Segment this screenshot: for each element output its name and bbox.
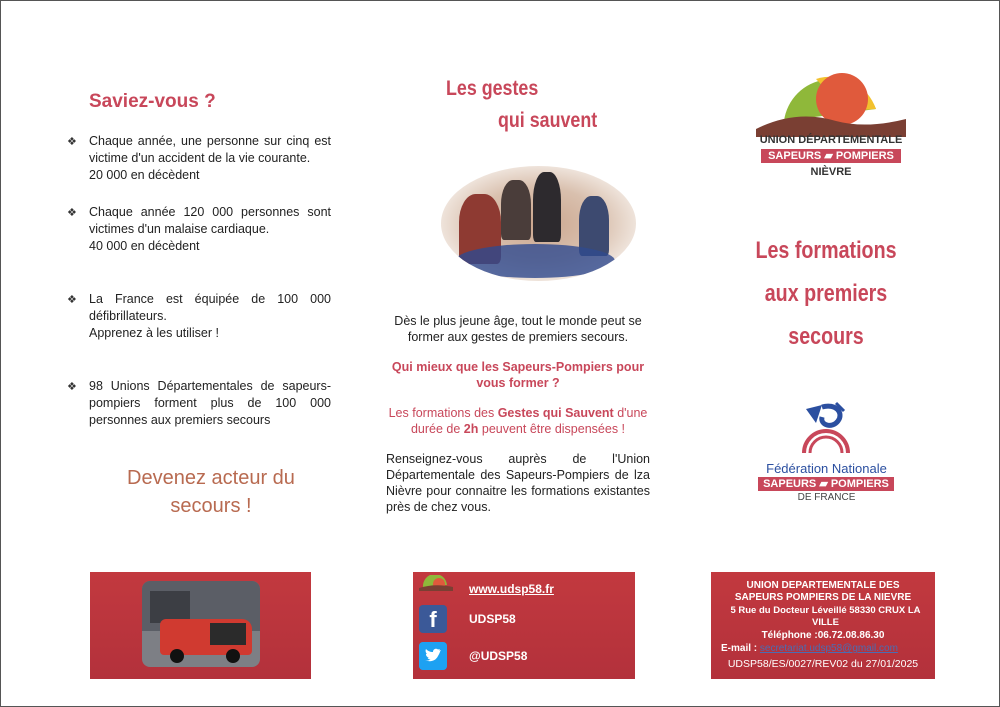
formations-line-2: aux premiers xyxy=(764,280,888,307)
bullet-icon: ❖ xyxy=(67,294,77,306)
duration-text xyxy=(386,405,650,437)
duration-post: peuvent être dispensées ! xyxy=(478,422,626,436)
org-address: 5 Rue du Docteur Léveillé 58330 CRUX LA VILLE xyxy=(730,605,921,628)
bullet-icon: ❖ xyxy=(67,136,77,148)
fact-text: Chaque année, une personne sur cinq est victime d'un accident de la vie courante. xyxy=(89,134,331,165)
duration-gestes: Gestes qui Sauvent xyxy=(497,406,614,420)
question-text: Qui mieux que les Sapeurs-Pompiers pour vous former ? xyxy=(391,360,645,390)
formations-heading xyxy=(731,229,921,358)
org-phone: Téléphone :06.72.08.86.30 xyxy=(761,630,885,641)
bullet-icon: ❖ xyxy=(67,381,77,393)
org-name-line-1: UNION DEPARTEMENTALE DES xyxy=(746,580,900,591)
info-text: Renseignez-vous auprès de l'Union Départementale des Sapeurs-Pompiers de lza Nièvre pour connaitre les formations existantes près de chez vous. xyxy=(386,452,650,514)
intro-text: Dès le plus jeune âge, tout le monde peut se former aux gestes de premiers secours. xyxy=(394,314,642,344)
ud-title: UNION DÉPARTEMENTALE xyxy=(759,134,903,146)
email-label: E-mail : xyxy=(721,643,760,654)
gestes-heading-line-2: qui sauvent xyxy=(498,109,598,132)
fact-item xyxy=(67,291,331,342)
org-name-line-2: SAPEURS POMPIERS DE LA NIEVRE xyxy=(734,592,912,603)
duration-pre: Les formations des xyxy=(388,406,498,420)
fnsp-country: DE FRANCE xyxy=(797,492,856,503)
first-aid-training-photo xyxy=(441,166,636,281)
formations-line-1: Les formations xyxy=(755,237,897,264)
fact-text: La France est équipée de 100 000 défibrillateurs. xyxy=(89,292,331,323)
duration-mid: d'une durée de xyxy=(410,406,648,436)
email-link[interactable]: secretariat.udsp58@gmail.com xyxy=(759,643,898,654)
middle-text-block xyxy=(386,313,650,515)
gestes-heading-line-1: Les gestes xyxy=(446,77,539,100)
footer-contact-box xyxy=(711,572,935,679)
fact-item xyxy=(67,204,331,255)
cta-line-2: secours ! xyxy=(170,495,252,517)
ud-small-logo-icon xyxy=(419,575,453,593)
fact-item xyxy=(67,133,331,184)
footer-social-box xyxy=(413,572,635,679)
bullet-icon: ❖ xyxy=(67,207,77,219)
formations-line-3: secours xyxy=(788,323,864,350)
facebook-row xyxy=(413,605,635,635)
cta-heading xyxy=(101,464,321,520)
facebook-icon[interactable]: f xyxy=(419,605,447,633)
website-link[interactable]: www.udsp58.fr xyxy=(469,582,554,596)
twitter-icon[interactable] xyxy=(419,642,447,670)
cta-line-1: Devenez acteur du xyxy=(127,467,295,489)
duration-2h: 2h xyxy=(463,422,479,436)
twitter-handle[interactable]: @UDSP58 xyxy=(469,649,528,663)
fnsp-name: Fédération Nationale xyxy=(766,461,887,476)
fnsp-logo-icon xyxy=(796,401,856,456)
fact-subtext: Apprenez à les utiliser ! xyxy=(89,326,219,340)
saviez-vous-heading: Saviez-vous ? xyxy=(89,91,216,112)
facebook-handle[interactable]: UDSP58 xyxy=(469,612,516,626)
ud-department: NIÈVRE xyxy=(810,166,852,178)
fnsp-band: SAPEURS ▰ POMPIERS xyxy=(758,477,894,491)
fact-text: 98 Unions Départementales de sapeurs-pompiers forment plus de 100 000 personnes aux premiers secours xyxy=(89,379,331,427)
twitter-row xyxy=(413,642,635,672)
fact-item xyxy=(67,378,331,429)
fact-subtext: 20 000 en décèdent xyxy=(89,168,200,182)
footer-photo-box xyxy=(90,572,311,679)
org-email-line xyxy=(721,643,931,654)
fact-subtext: 40 000 en décèdent xyxy=(89,239,200,253)
ud-band: SAPEURS ▰ POMPIERS xyxy=(761,149,901,163)
document-reference: UDSP58/ES/0027/REV02 du 27/01/2025 xyxy=(727,658,919,670)
fact-text: Chaque année 120 000 personnes sont victimes d'un malaise cardiaque. xyxy=(89,205,331,236)
fire-truck-photo xyxy=(142,581,260,667)
